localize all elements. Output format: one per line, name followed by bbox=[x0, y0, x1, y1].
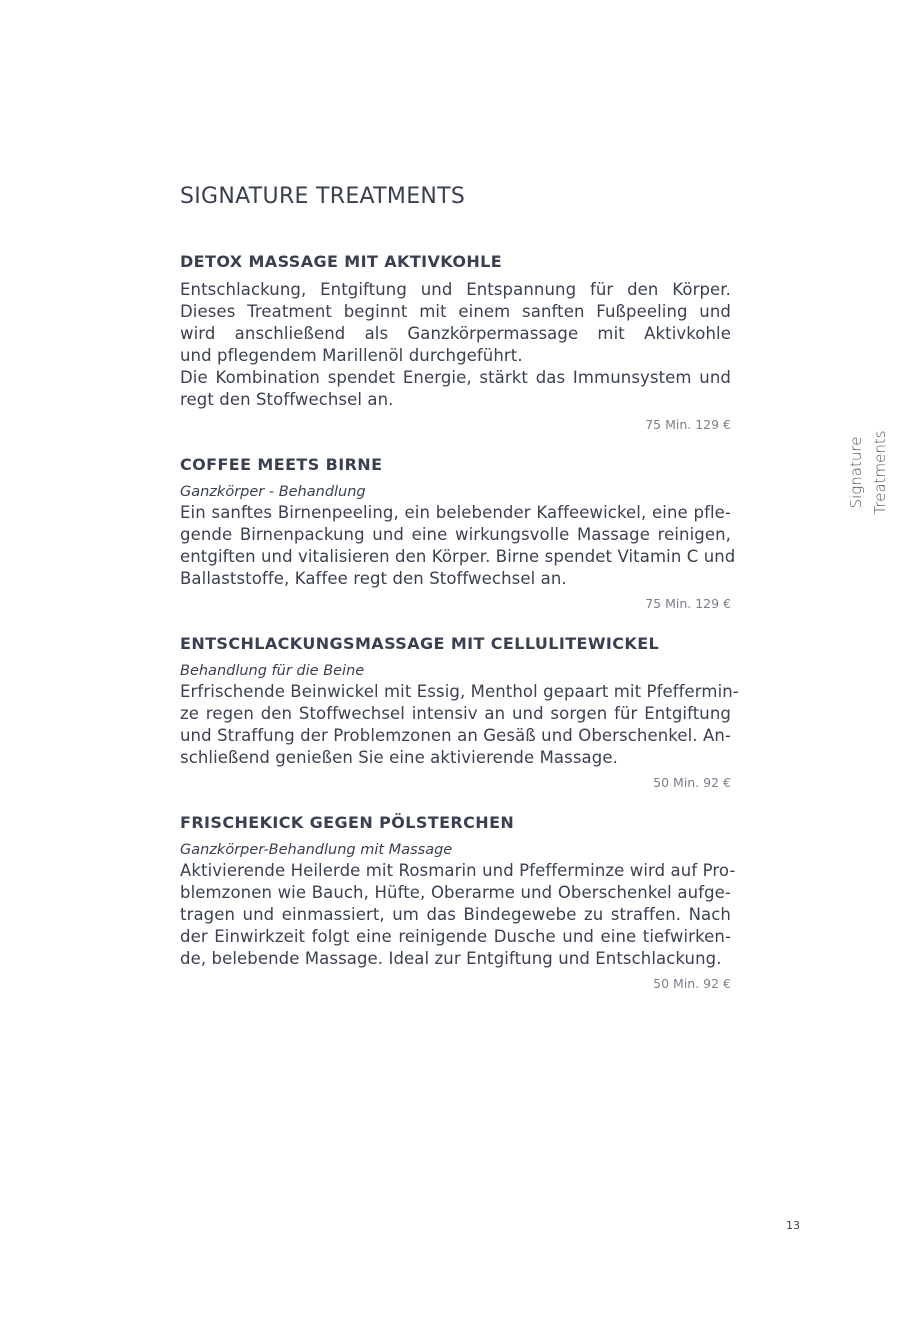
treatment-name: FRISCHEKICK GEGEN PÖLSTERCHEN bbox=[180, 813, 515, 832]
description-line: Entschlackung, Entgiftung und Entspannung für den Körper. bbox=[180, 280, 731, 299]
description-line: regt den Stoffwechsel an. bbox=[180, 390, 394, 409]
description-line: und Straffung der Problemzonen an Gesäß und Oberschenkel. An- bbox=[180, 726, 731, 745]
treatment-price: 50 Min. 92 € bbox=[653, 976, 731, 991]
description-line: tragen und einmassiert, um das Bindegewebe zu straffen. Nach bbox=[180, 905, 731, 924]
treatment-price: 75 Min. 129 € bbox=[645, 596, 731, 611]
description-line: blemzonen wie Bauch, Hüfte, Oberarme und Oberschenkel aufge- bbox=[180, 883, 731, 902]
description-line: Die Kombination spendet Energie, stärkt das Immunsystem und bbox=[180, 368, 731, 387]
description-line: Ballaststoffe, Kaffee regt den Stoffwechsel an. bbox=[180, 569, 567, 588]
description-line: wird anschließend als Ganzkörpermassage mit Aktivkohle bbox=[180, 324, 731, 343]
treatment-price: 50 Min. 92 € bbox=[653, 775, 731, 790]
side-label-line: Signature bbox=[847, 436, 865, 509]
treatment-detox-massage bbox=[180, 252, 731, 434]
treatment-subtitle: Ganzkörper-Behandlung mit Massage bbox=[180, 842, 453, 858]
treatment-name: ENTSCHLACKUNGSMASSAGE MIT CELLULITEWICKEL bbox=[180, 634, 660, 653]
side-label-line: Treatments bbox=[871, 430, 889, 515]
description-line: Ein sanftes Birnenpeeling, ein belebender Kaffeewickel, eine pfle- bbox=[180, 503, 731, 522]
description-line: de, belebende Massage. Ideal zur Entgiftung und Entschlackung. bbox=[180, 949, 722, 968]
description-line: Dieses Treatment beginnt mit einem sanften Fußpeeling und bbox=[180, 302, 731, 321]
section-side-label bbox=[844, 425, 892, 520]
treatment-name: COFFEE MEETS BIRNE bbox=[180, 455, 383, 474]
treatment-name: DETOX MASSAGE MIT AKTIVKOHLE bbox=[180, 252, 503, 271]
treatment-subtitle: Behandlung für die Beine bbox=[180, 663, 365, 679]
description-line: schließend genießen Sie eine aktivierende Massage. bbox=[180, 748, 618, 767]
description-line: und pflegendem Marillenöl durchgeführt. bbox=[180, 346, 523, 365]
page-title: SIGNATURE TREATMENTS bbox=[180, 184, 466, 209]
treatment-subtitle: Ganzkörper - Behandlung bbox=[180, 484, 366, 500]
page-number: 13 bbox=[786, 1219, 800, 1232]
treatment-frischekick bbox=[180, 813, 736, 993]
description-line: entgiften und vitalisieren den Körper. Birne spendet Vitamin C und bbox=[180, 547, 736, 566]
description-line: Aktivierende Heilerde mit Rosmarin und Pfefferminze wird auf Pro- bbox=[180, 861, 736, 880]
description-line: Erfrischende Beinwickel mit Essig, Menthol gepaart mit Pfeffermin- bbox=[180, 682, 739, 701]
treatment-description bbox=[180, 502, 736, 590]
treatment-description bbox=[180, 681, 739, 769]
treatment-entschlackungsmassage bbox=[180, 634, 739, 792]
description-line: gende Birnenpackung und eine wirkungsvolle Massage reinigen, bbox=[180, 525, 731, 544]
description-line: ze regen den Stoffwechsel intensiv an und sorgen für Entgiftung bbox=[180, 704, 731, 723]
treatment-price: 75 Min. 129 € bbox=[645, 417, 731, 432]
treatment-description bbox=[180, 279, 731, 411]
treatment-list bbox=[180, 252, 739, 993]
treatment-coffee-meets-birne bbox=[180, 455, 736, 613]
treatment-description bbox=[180, 860, 736, 970]
description-line: der Einwirkzeit folgt eine reinigende Dusche und eine tiefwirken- bbox=[180, 927, 731, 946]
